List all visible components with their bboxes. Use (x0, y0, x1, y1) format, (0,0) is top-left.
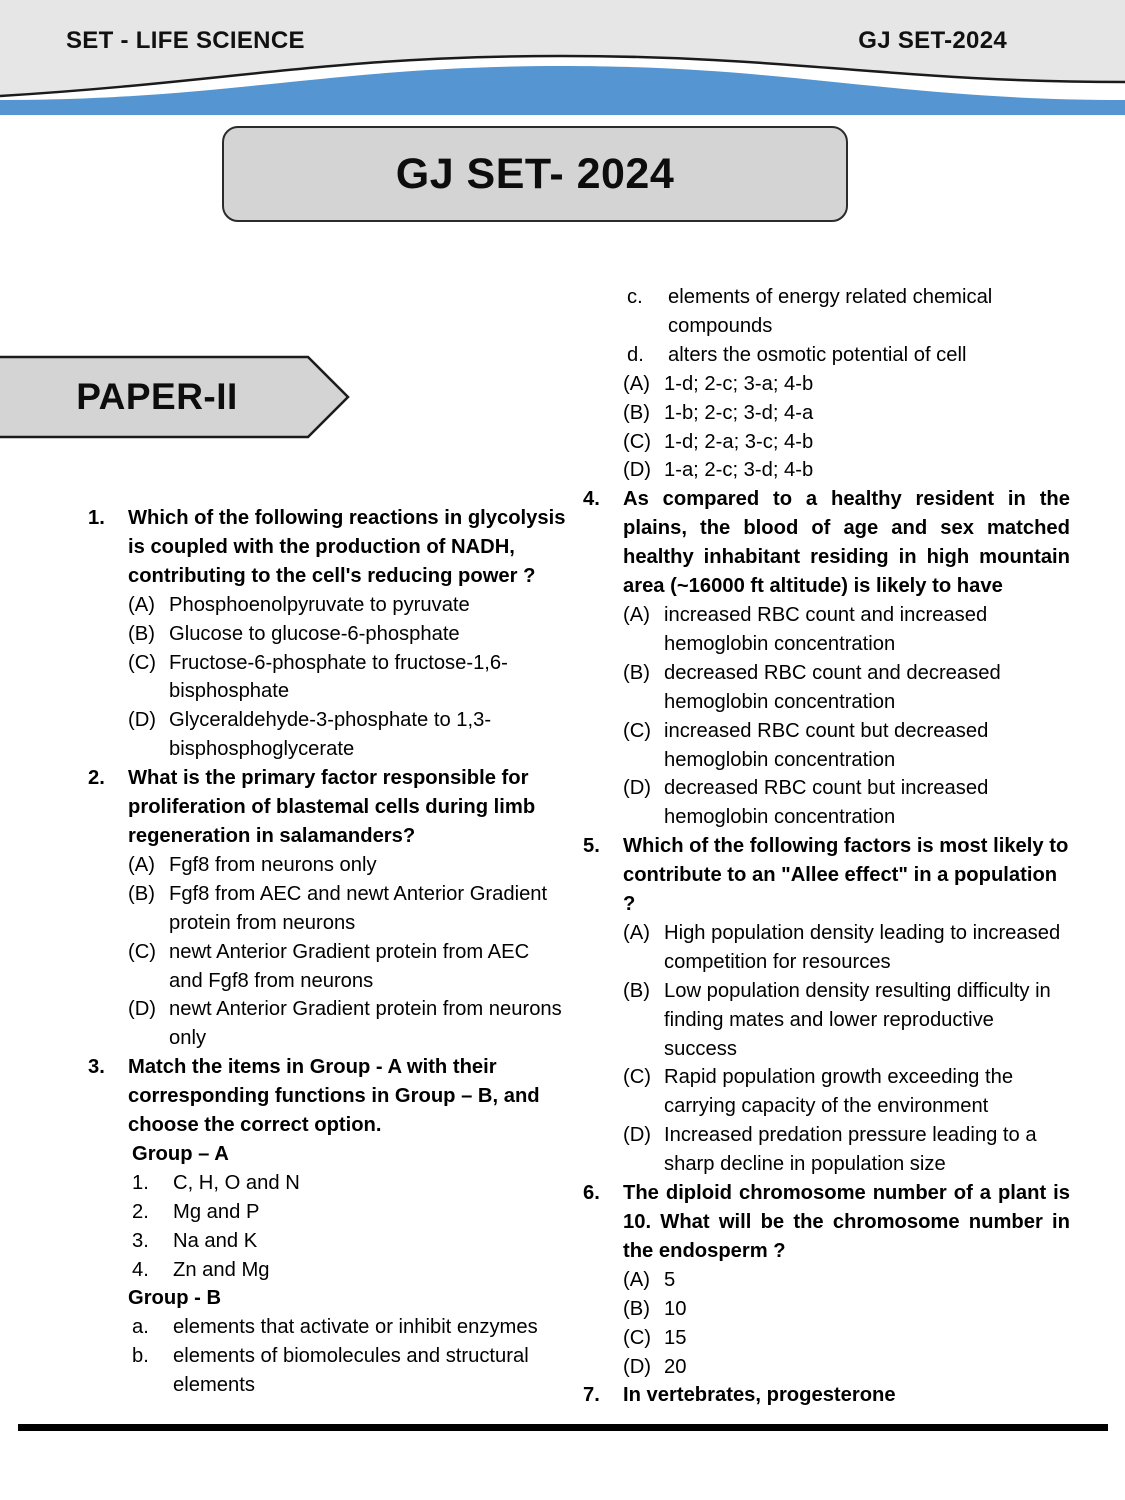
group-a-item-value: Mg and P (173, 1200, 260, 1223)
group-b-item-key: a. (132, 1316, 149, 1339)
option-item[interactable] (583, 1266, 1070, 1295)
option-key: (A) (623, 603, 650, 626)
group-b-item-value: elements that activate or inhibit enzymes (173, 1316, 538, 1339)
paper-banner (0, 355, 352, 439)
group-b-item-value: alters the osmotic potential of cell (668, 343, 967, 366)
option-key: (B) (623, 401, 650, 424)
option-key: (D) (128, 709, 157, 732)
question-number: 5. (583, 835, 600, 858)
option-value: 1-d; 2-a; 3-c; 4-b (664, 430, 814, 453)
question-number: 2. (88, 767, 105, 790)
option-key: (D) (623, 777, 652, 800)
option-item[interactable] (583, 717, 1070, 775)
group-a-item (88, 1198, 568, 1227)
group-b-item-key: b. (132, 1345, 149, 1368)
question-text: As compared to a healthy resident in the plains, the blood of age and sex matched healthy inhabitant residing in high mountain area (~16000 ft altitude) is likely to have (623, 488, 1070, 598)
group-a-heading: Group – A (132, 1142, 229, 1165)
question-item (583, 485, 1070, 601)
option-key: (B) (623, 661, 650, 684)
option-value: 20 (664, 1355, 687, 1378)
option-item[interactable] (88, 880, 568, 938)
option-value: 10 (664, 1297, 687, 1320)
option-value: Fgf8 from AEC and newt Anterior Gradient protein from neurons (169, 882, 548, 934)
option-value: 1-b; 2-c; 3-d; 4-a (664, 401, 814, 424)
question-text: In vertebrates, progesterone (623, 1384, 896, 1407)
group-a-item-value: Zn and Mg (173, 1258, 270, 1281)
group-b-item-key: c. (627, 286, 643, 308)
option-list (88, 851, 568, 1053)
group-a-item (88, 1169, 568, 1198)
option-item[interactable] (583, 1324, 1070, 1353)
question-text: Which of the following reactions in glycolysis is coupled with the production of NADH, contributing to the cell's reducing power ? (128, 507, 566, 587)
option-list (583, 370, 1070, 486)
option-key: (B) (623, 979, 650, 1002)
option-item[interactable] (88, 649, 568, 707)
option-value: Glucose to glucose-6-phosphate (169, 622, 460, 645)
option-value: Glyceraldehyde-3-phosphate to 1,3-bisphosphoglycerate (169, 709, 492, 761)
question-item (583, 1179, 1070, 1266)
question-item (583, 832, 1070, 919)
option-item[interactable] (583, 977, 1070, 1064)
question-item (88, 1053, 568, 1140)
question-number: 7. (583, 1384, 600, 1407)
option-key: (C) (623, 430, 652, 453)
footer-divider-rule (18, 1424, 1108, 1431)
option-value: 1-d; 2-c; 3-a; 4-b (664, 372, 814, 395)
option-item[interactable] (583, 428, 1070, 457)
option-list (583, 1266, 1070, 1382)
question-text: Which of the following factors is most likely to contribute to an "Allee effect" in a population ? (623, 835, 1069, 916)
question-text: Match the items in Group - A with their corresponding functions in Group – B, and choose the correct option. (128, 1056, 540, 1137)
option-item[interactable] (583, 370, 1070, 399)
option-value: newt Anterior Gradient protein from neurons only (169, 998, 562, 1050)
group-a-list (88, 1169, 568, 1285)
option-item[interactable] (583, 919, 1070, 977)
option-list (583, 919, 1070, 1179)
option-value: Fgf8 from neurons only (169, 853, 377, 876)
header-exam-label: GJ SET-2024 (858, 27, 1007, 54)
left-question-column (88, 504, 568, 1400)
option-item[interactable] (583, 1063, 1070, 1121)
group-b-item (583, 341, 1070, 370)
question-number: 6. (583, 1182, 600, 1205)
option-item[interactable] (88, 591, 568, 620)
question-number: 4. (583, 488, 600, 511)
group-a-item-key: 4. (132, 1258, 149, 1281)
exam-title-text: GJ SET- 2024 (395, 149, 675, 198)
option-item[interactable] (583, 601, 1070, 659)
option-item[interactable] (583, 1295, 1070, 1324)
option-value: increased RBC count but decreased hemoglobin concentration (664, 719, 989, 771)
group-a-item (88, 1256, 568, 1285)
group-b-item-key: d. (627, 343, 644, 366)
question-text: The diploid chromosome number of a plant is 10. What will be the chromosome number in the endosperm ? (623, 1182, 1070, 1262)
group-b-list-part2 (583, 283, 1070, 370)
group-b-item-value: elements of energy related chemical compounds (668, 286, 993, 337)
option-key: (A) (623, 372, 650, 395)
option-key: (A) (128, 593, 155, 616)
option-value: High population density leading to increased competition for resources (664, 921, 1061, 973)
option-item[interactable] (583, 659, 1070, 717)
question-item (583, 1381, 1070, 1410)
option-key: (C) (128, 651, 157, 674)
option-value: decreased RBC count and decreased hemoglobin concentration (664, 661, 1001, 713)
option-item[interactable] (583, 1353, 1070, 1382)
right-question-column (583, 283, 1070, 1410)
option-key: (D) (623, 459, 652, 482)
question-number: 3. (88, 1056, 105, 1079)
option-item[interactable] (583, 456, 1070, 485)
group-a-item-key: 2. (132, 1200, 149, 1223)
option-item[interactable] (583, 774, 1070, 832)
group-a-item-key: 3. (132, 1229, 149, 1252)
option-value: 15 (664, 1326, 687, 1349)
option-key: (D) (128, 998, 157, 1021)
option-key: (C) (128, 940, 157, 963)
page-header-band (0, 0, 1125, 115)
option-key: (D) (623, 1124, 652, 1147)
option-key: (C) (623, 1326, 652, 1349)
option-value: newt Anterior Gradient protein from AEC and Fgf8 from neurons (169, 940, 530, 992)
group-a-item-value: C, H, O and N (173, 1171, 300, 1194)
option-key: (A) (623, 921, 650, 944)
option-list (88, 591, 568, 764)
header-wave-graphic (0, 0, 1125, 115)
option-item[interactable] (88, 706, 568, 764)
group-a-item-key: 1. (132, 1171, 149, 1194)
option-list (583, 601, 1070, 832)
header-subject-label: SET - LIFE SCIENCE (66, 27, 305, 54)
option-key: (B) (128, 882, 155, 905)
exam-title-box (222, 126, 848, 222)
option-value: decreased RBC count but increased hemoglobin concentration (664, 777, 989, 829)
option-key: (C) (623, 1066, 652, 1089)
group-b-item-value: elements of biomolecules and structural elements (173, 1345, 529, 1397)
option-value: increased RBC count and increased hemoglobin concentration (664, 603, 988, 655)
option-item[interactable] (88, 995, 568, 1053)
option-value: Low population density resulting difficulty in finding mates and lower reproductive success (664, 979, 1051, 1060)
option-item[interactable] (88, 938, 568, 996)
option-item[interactable] (583, 1121, 1070, 1179)
option-key: (B) (623, 1297, 650, 1320)
option-key: (A) (623, 1268, 650, 1291)
question-number: 1. (88, 507, 105, 529)
group-b-list-part1 (88, 1313, 568, 1400)
option-value: Fructose-6-phosphate to fructose-1,6-bisphosphate (169, 651, 508, 703)
option-item[interactable] (583, 399, 1070, 428)
option-key: (B) (128, 622, 155, 645)
question-item (88, 504, 568, 591)
option-key: (A) (128, 853, 155, 876)
option-value: 1-a; 2-c; 3-d; 4-b (664, 459, 814, 482)
option-key: (C) (623, 719, 652, 742)
option-value: Increased predation pressure leading to a sharp decline in population size (664, 1124, 1037, 1176)
option-value: 5 (664, 1268, 676, 1291)
group-b-item (88, 1342, 568, 1400)
group-b-heading: Group - B (128, 1287, 222, 1310)
option-item[interactable] (88, 620, 568, 649)
option-value: Rapid population growth exceeding the carrying capacity of the environment (664, 1066, 1014, 1118)
group-a-item (88, 1227, 568, 1256)
question-text: What is the primary factor responsible for proliferation of blastemal cells during limb regeneration in salamanders? (128, 767, 536, 847)
option-value: Phosphoenolpyruvate to pyruvate (169, 593, 470, 616)
option-key: (D) (623, 1355, 652, 1378)
group-b-item (583, 283, 1070, 341)
option-item[interactable] (88, 851, 568, 880)
group-b-item (88, 1313, 568, 1342)
group-a-item-value: Na and K (173, 1229, 258, 1252)
question-item (88, 764, 568, 851)
paper-banner-text: PAPER-II (76, 376, 238, 417)
